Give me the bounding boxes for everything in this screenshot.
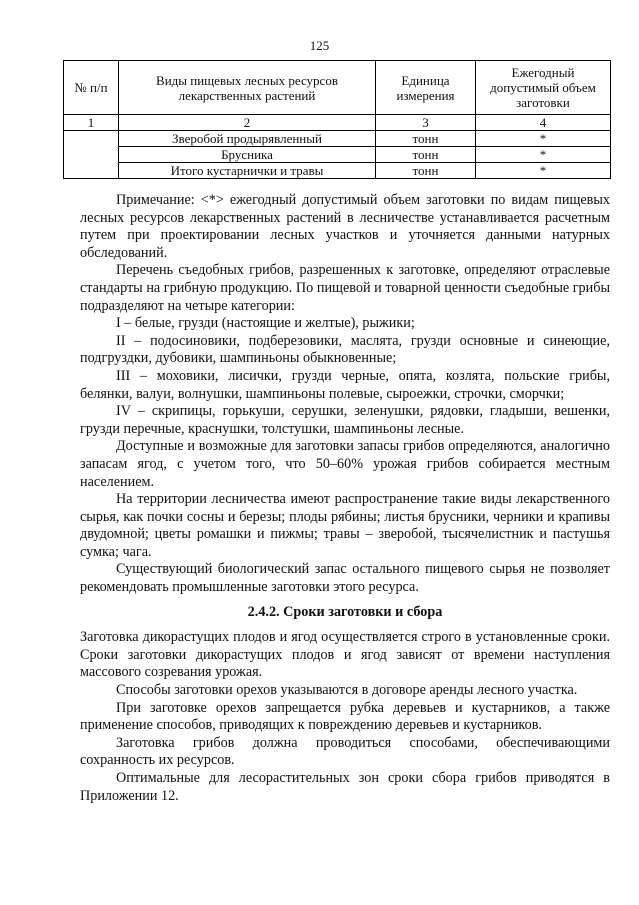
resource-name: Итого кустарнички и травы [119, 163, 376, 179]
volume-cell: * [476, 163, 611, 179]
resources-table [63, 60, 611, 179]
paragraph: Заготовка дикорастущих плодов и ягод осуществляется строго в установленные сроки. Сроки заготовки дикорастущих плодов и ягод зависят от времени наступления массового созревания урожая. [80, 629, 610, 681]
body-text [80, 192, 610, 805]
page-number: 125 [309, 38, 330, 53]
note-paragraph: Примечание: <*> ежегодный допустимый объем заготовки по видам пищевых лесных ресурсов лекарственных растений в лесничестве устанавливается расчетным путем при проектировании лесных участков и уточняется данными натурных обследований. [80, 192, 610, 261]
paragraph: Доступные и возможные для заготовки запасы грибов определяются, аналогично запасам ягод, с учетом того, что 50–60% урожая грибов собирается местным населением. [80, 438, 610, 490]
unit-cell: тонн [376, 163, 476, 179]
table-row [64, 147, 611, 163]
paragraph: Существующий биологический запас остального пищевого сырья не позволяет рекомендовать промышленные заготовки этого ресурса. [80, 561, 610, 596]
column-number: 4 [476, 115, 611, 131]
paragraph: Заготовка грибов должна проводиться способами, обеспечивающими сохранность их ресурсов. [80, 734, 610, 769]
column-number: 2 [119, 115, 376, 131]
category-item: II – подосиновики, подберезовики, маслята, грузди основные и синеющие, подгруздки, дубовики, шампиньоны обыкновенные; [80, 332, 610, 367]
resource-name: Брусника [119, 147, 376, 163]
header-unit: Единица измерения [376, 61, 476, 115]
paragraph: При заготовке орехов запрещается рубка деревьев и кустарников, а также применение способов, приводящих к повреждению деревьев и кустарников. [80, 699, 610, 734]
paragraph: На территории лесничества имеют распространение такие виды лекарственного сырья, как почки сосны и березы; плоды рябины; листья брусники, черники и крапивы двудомной; цветы ромашки и пижмы; травы – зверобой, тысячелистник и пастушья сумка; чага. [80, 491, 610, 560]
column-number: 3 [376, 115, 476, 131]
merged-empty-cell [64, 131, 119, 179]
table-header-row [64, 61, 611, 115]
table-row [64, 163, 611, 179]
category-item: III – моховики, лисички, грузди черные, опята, козлята, польские грибы, белянки, валуи, волнушки, шампиньоны полевые, сыроежки, строчки, сморчки; [80, 367, 610, 402]
header-annual-volume: Ежегодный допустимый объем заготовки [476, 61, 611, 115]
category-item: IV – скрипицы, горькуши, серушки, зеленушки, рядовки, гладыши, вешенки, грузди перечные, краснушки, толстушки, шампиньоны лесные. [80, 403, 610, 437]
paragraph: Способы заготовки орехов указываются в договоре аренды лесного участка. [116, 682, 578, 699]
unit-cell: тонн [376, 147, 476, 163]
unit-cell: тонн [376, 131, 476, 147]
category-item: I – белые, грузди (настоящие и желтые), рыжики; [116, 315, 415, 332]
paragraph: Перечень съедобных грибов, разрешенных к заготовке, определяют отраслевые стандарты на грибную продукцию. По пищевой и товарной ценности съедобные грибы подразделяют на четыре категории: [80, 262, 610, 314]
volume-cell: * [476, 147, 611, 163]
column-number: 1 [64, 115, 119, 131]
table-row [64, 131, 611, 147]
volume-cell: * [476, 131, 611, 147]
paragraph: Оптимальные для лесорастительных зон сроки сбора грибов приводятся в Приложении 12. [80, 770, 610, 804]
section-heading: 2.4.2. Сроки заготовки и сбора [247, 603, 443, 620]
header-number: № п/п [64, 61, 119, 115]
resource-name: Зверобой продырявленный [119, 131, 376, 147]
column-numbers-row [64, 115, 611, 131]
header-resource-type: Виды пищевых лесных ресурсов лекарственных растений [119, 61, 376, 115]
